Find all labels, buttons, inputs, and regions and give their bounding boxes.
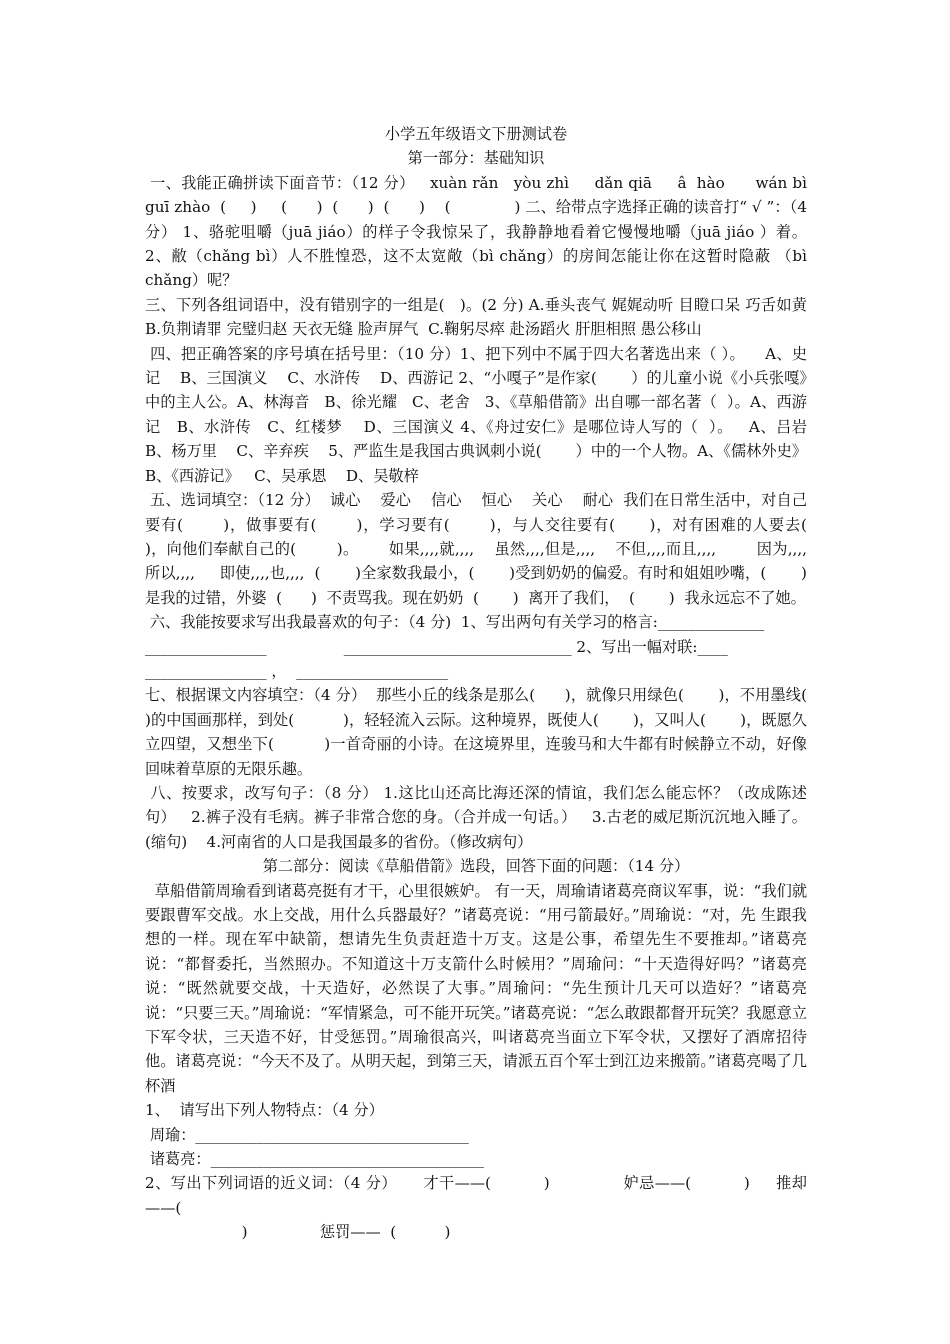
reading-question-2-cont: ) 惩罚—— ( )	[145, 1223, 451, 1242]
question-3: 三、下列各组词语中，没有错别字的一组是( )。(2 分) A.垂头丧气 娓娓动听 目瞪口呆 巧舌如黄 B.负荆请罪 完璧归赵 天衣无缝 脸声屏气 C.鞠躬尽瘁 赴汤蹈火 肝胆相照 愚公移山	[145, 295, 817, 339]
answer-line-zhouyu: 周瑜：____________________________________	[145, 1125, 469, 1144]
part1-heading: 第一部分：基础知识	[407, 149, 545, 168]
part2-heading: 第二部分：阅读《草船借箭》选段，回答下面的问题：（14 分）	[262, 857, 690, 876]
reading-question-2: 2、写出下列词语的近义词：（4 分） 才干——( ) 妒忌——( ) 推却——(	[145, 1174, 807, 1217]
reading-passage: 草船借箭周瑜看到诸葛亮挺有才干，心里很嫉妒。 有一天，周瑜请诸葛亮商议军事，说：“我们就要跟曹军交战。水上交战，用什么兵器最好？”诸葛亮说：“用弓箭最好。”周瑜说：“对，先 生跟我想的一样。现在军中缺箭，想请先生负责赶造十万支。这是公事，希望先生不要推却。”诸葛亮说：“都督委托，当然照办。不知道这十万支箭什么时候用？”周瑜问：“十天造得好吗？”诸葛亮说：“既然就要交战，十天造好，必然误了大事。”周瑜问：“先生预计几天可以造好？”诸葛亮说：“只要三天。”周瑜说：“军情紧急，可不能开玩笑。”诸葛亮说：“怎么敢跟都督开玩笑？我愿意立下军令状，三天造不好，甘受惩罚。”周瑜很高兴，叫诸葛亮当面立下军令状，又摆好了酒席招待他。诸葛亮说：“今天不及了。从明天起，到第三天，请派五百个军士到江边来搬箭。”诸葛亮喝了几杯酒	[145, 881, 808, 1095]
document-body	[145, 122, 841, 1245]
question-7: 七、根据课文内容填空：（4 分） 那些小丘的线条是那么( )，就像只用绿色( )，不用墨线( )的中国画那样，到处( )，轻轻流入云际。这种境界，既使人( )，又叫人( )，既愿久立四望，又想坐下( )一首奇丽的小诗。在这境界里，连骏马和大牛都有时候静立不动，好像回味着草原的无限乐趣。	[145, 686, 841, 778]
question-8: 八、按要求，改写句子：（8 分） 1.这比山还高比海还深的情谊，我们怎么能忘怀？（改成陈述句） 2.裤子没有毛病。裤子非常合您的身。（合并成一句话。） 3.古老的威尼斯沉沉地入睡了。(缩句) 4.河南省的人口是我国最多的省份。（修改病句）	[145, 783, 807, 851]
question-6-line1: 六、我能按要求写出我最喜欢的句子：（4 分) 1、写出两句有关学习的格言:______________	[145, 613, 765, 632]
answer-line-zhugeliang: 诸葛亮：____________________________________	[145, 1150, 484, 1169]
question-4: 四、把正确答案的序号填在括号里：（10 分）1、把下列中不属于四大名著选出来（ ）。 A、史记 B、三国演义 C、水浒传 D、西游记 2、“小嘎子”是作家( ）的儿童小说《小兵张嘎》中的主人公。A、林海音 B、徐光耀 C、老舍 3、《草船借箭》出自哪一部名著（ ）。A、西游记 B、水浒传 C、红楼梦 D、三国演义 4、《舟过安仁》是哪位诗人写的（ ）。 A、吕岩 B、杨万里 C、辛弃疾 5、严监生是我国古典讽刺小说( ）中的一个人物。A、《儒林外史》 B、《西游记》 C、吴承恩 D、吴敬梓	[145, 344, 827, 485]
question-1-2: 一、我能正确拼读下面音节：（12 分） xuàn rǎn yòu zhì dǎn qiā â hào wán bì guī zhào ( ) ( ) ( ) ( ) ( ) 二、给带点字选择正确的读音打“ √ ”：（4 分） 1、骆驼咀嚼（juā jiáo）的样子令我惊呆了，我静静地看着它慢慢地嚼（juā jiáo ）着。 2、敝（chǎng bì）人不胜惶恐，这不太宽敞（bì chǎng）的房间怎能让你在这暂时隐蔽 （bì chǎng）呢？	[145, 173, 812, 290]
page-title: 小学五年级语文下册测试卷	[384, 125, 568, 143]
question-6-line3: ________________ ， ____________________	[145, 661, 449, 680]
reading-question-1: 1、 请写出下列人物特点：（4 分）	[145, 1101, 384, 1120]
question-5: 五、选词填空：（12 分） 诚心 爱心 信心 恒心 关心 耐心 我们在日常生活中，对自己要有( )，做事要有( )，学习要有( )，与人交往要有( )，对有困难的人要去( )，向他们奉献自己的( )。 如果,,,,就,,,, 虽然,,,,但是,,,, 不但,,,,而且,,,, 因为,,,,所以,,,, 即使,,,,也,,,, ( )全家数我最小，( )受到奶奶的偏爱。有时和姐姐吵嘴，( )是我的过错，外婆 ( ) 不责骂我。现在奶奶 ( ) 离开了我们， ( ) 我永远忘不了她。	[145, 491, 841, 607]
question-6-line2: ________________ ______________________________ 2、写出一幅对联:____	[145, 637, 728, 656]
